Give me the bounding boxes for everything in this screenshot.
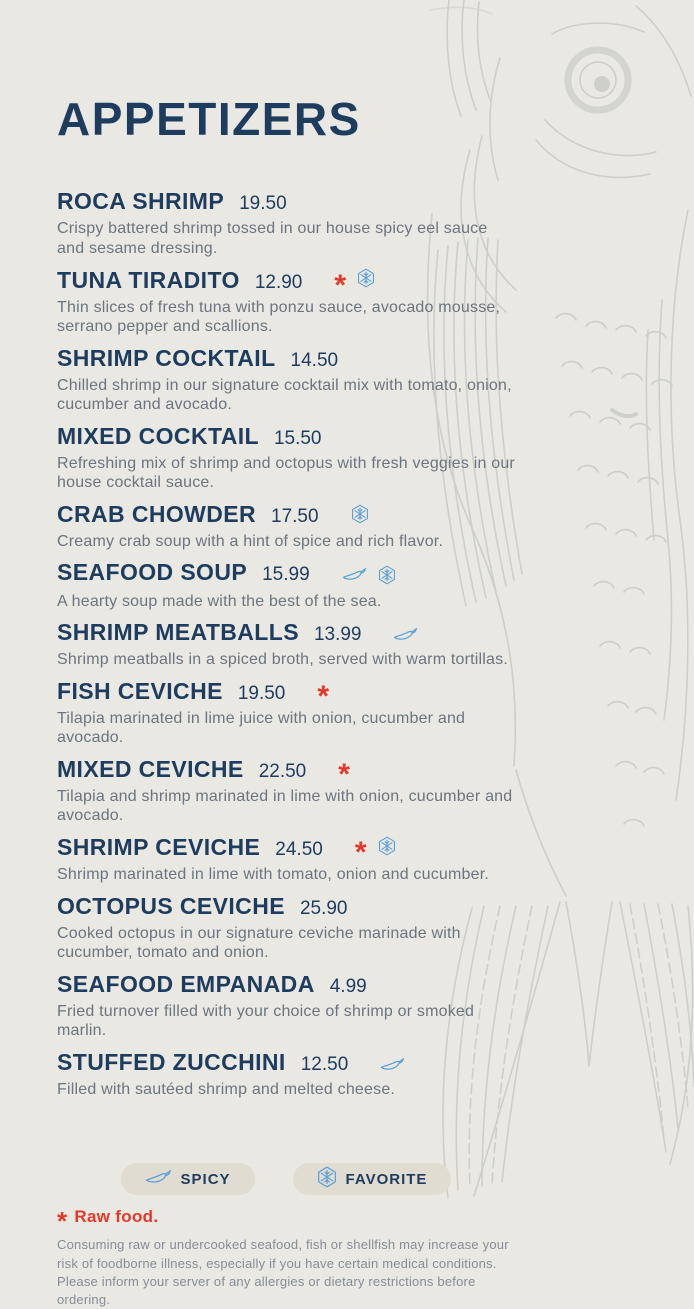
menu-item [57, 893, 664, 963]
item-icons: * [355, 836, 396, 861]
item-icons [380, 1057, 405, 1077]
menu-item-header [57, 266, 664, 302]
item-name: SHRIMP MEATBALLS [57, 619, 299, 646]
snowflake-icon [351, 504, 369, 529]
item-icons [351, 504, 369, 529]
menu-item-header [57, 501, 664, 528]
item-description: Shrimp meatballs in a spiced broth, served with warm tortillas. [57, 651, 508, 669]
menu-item-list [57, 188, 664, 1099]
item-price: 12.90 [254, 271, 303, 293]
menu-item [57, 834, 664, 885]
snowflake-icon [357, 268, 375, 293]
menu-item-header [57, 345, 664, 372]
snowflake-icon [317, 1166, 337, 1193]
menu-item-header [57, 619, 664, 646]
item-name: ROCA SHRIMP [57, 188, 225, 214]
chili-pepper-icon [380, 1057, 405, 1077]
menu-item-header [57, 423, 664, 450]
menu-item [57, 423, 664, 493]
menu-item-header [57, 893, 664, 920]
item-name: CRAB CHOWDER [57, 500, 257, 527]
item-description: Shrimp marinated in lime with tomato, onion and cucumber. [57, 866, 490, 884]
item-price: 12.50 [300, 1053, 349, 1075]
item-price: 24.50 [275, 839, 323, 861]
item-price: 15.50 [273, 427, 322, 449]
item-price: 22.50 [258, 760, 307, 782]
chili-pepper-icon [393, 627, 418, 647]
spicy-legend-label: SPICY [180, 1170, 231, 1188]
item-description: Fried turnover filled with your choice of shrimp or smoked marlin. [57, 1002, 475, 1040]
item-price: 25.90 [299, 897, 348, 919]
icon-legend [57, 1163, 515, 1195]
item-description: Crispy battered shrimp tossed in our house spicy eel sauce and sesame dressing. [57, 220, 488, 257]
menu-item-header [57, 834, 664, 870]
snowflake-icon [378, 565, 396, 590]
menu-item [57, 1049, 664, 1100]
item-name: SEAFOOD EMPANADA [57, 970, 315, 997]
menu-item [57, 559, 664, 611]
item-description: Refreshing mix of shrimp and octopus with fresh veggies in our house cocktail sauce. [57, 454, 515, 492]
menu-item [57, 501, 664, 552]
item-name: MIXED COCKTAIL [57, 422, 259, 449]
page-title: APPETIZERS [57, 93, 361, 145]
item-price: 19.50 [237, 682, 286, 704]
disclaimer-text-2: Please inform your server of any allergies or dietary restrictions before ordering. [57, 1273, 476, 1307]
item-name: MIXED CEVICHE [57, 755, 244, 782]
menu-item-header [57, 188, 664, 215]
menu-item [57, 188, 664, 258]
item-icons: * [334, 268, 375, 293]
menu-item-header [57, 1049, 664, 1076]
item-price: 13.99 [313, 624, 362, 646]
menu-item-header: MIXED CEVICHE 22.50 * [57, 755, 350, 791]
item-name: STUFFED ZUCCHINI [57, 1048, 286, 1075]
menu-item [57, 266, 664, 337]
favorite-legend-label: FAVORITE [345, 1170, 428, 1188]
item-icons [342, 565, 396, 590]
snowflake-icon [378, 836, 396, 861]
item-description: Creamy crab soup with a hint of spice and rich flavor. [57, 532, 444, 550]
raw-food-label: Raw food. [74, 1207, 159, 1227]
item-price: 14.50 [290, 349, 339, 371]
item-name: FISH CEVICHE [57, 677, 223, 704]
menu-item-header [57, 971, 664, 998]
item-price: 15.99 [262, 564, 310, 586]
item-price: 19.50 [239, 193, 287, 214]
menu-item-header [57, 559, 664, 588]
item-description: Tilapia and shrimp marinated in lime with onion, cucumber and avocado. [57, 787, 513, 825]
footnote [57, 1207, 517, 1309]
disclaimer-text-1: Consuming raw or undercooked seafood, fish or shellfish may increase your risk of foodborne illness, especially if you have certain medical conditions. [57, 1237, 509, 1271]
menu-item [57, 619, 664, 670]
menu-item [57, 345, 664, 415]
item-name: SHRIMP COCKTAIL [57, 344, 276, 371]
item-description: Chilled shrimp in our signature cocktail mix with tomato, onion, cucumber and avocado. [57, 376, 512, 414]
raw-food-note: * Raw food. [57, 1206, 159, 1237]
item-description: Tilapia marinated in lime juice with onion, cucumber and avocado. [57, 709, 466, 747]
menu-item [57, 756, 664, 826]
favorite-legend-pill [293, 1163, 452, 1195]
menu-item [57, 971, 664, 1041]
item-name: SEAFOOD SOUP [57, 559, 248, 586]
item-price: 4.99 [329, 975, 367, 997]
item-name: OCTOPUS CEVICHE [57, 892, 285, 919]
menu-item [57, 678, 664, 748]
item-name: SHRIMP CEVICHE [57, 834, 261, 861]
chili-pepper-icon [145, 1169, 172, 1190]
item-icons [393, 627, 418, 647]
item-description: Cooked octopus in our signature ceviche marinade with cucumber, tomato and onion. [57, 924, 461, 962]
item-price: 17.50 [271, 505, 319, 527]
item-description: A hearty soup made with the best of the sea. [57, 592, 382, 610]
item-name: TUNA TIRADITO [57, 266, 240, 293]
item-description: Filled with sautéed shrimp and melted cheese. [57, 1080, 396, 1098]
item-description: Thin slices of fresh tuna with ponzu sauce, avocado mousse, serrano pepper and scallions. [57, 298, 501, 336]
menu-item-header: FISH CEVICHE 19.50 * [57, 677, 330, 713]
chili-pepper-icon [342, 567, 367, 587]
spicy-legend-pill [121, 1163, 255, 1195]
